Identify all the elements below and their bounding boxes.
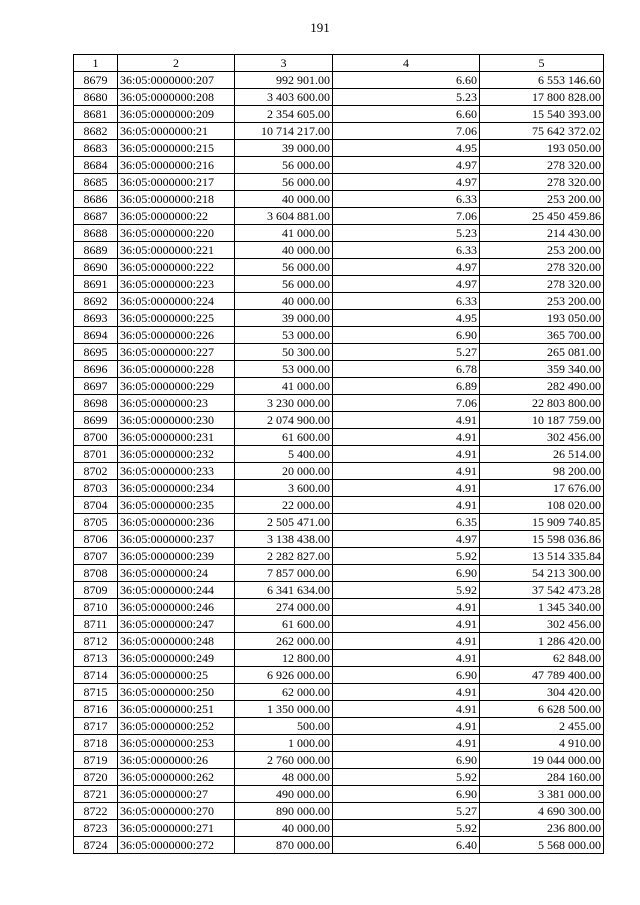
row-number-cell: 8686 (74, 191, 118, 208)
cadastral-number-cell: 36:05:0000000:220 (118, 225, 235, 242)
cadastral-number-cell: 36:05:0000000:231 (118, 429, 235, 446)
cadastral-number-cell: 36:05:0000000:252 (118, 718, 235, 735)
row-number-cell: 8679 (74, 72, 118, 89)
row-number-cell: 8722 (74, 803, 118, 820)
rate-cell: 5.27 (333, 803, 480, 820)
rate-cell: 6.33 (333, 293, 480, 310)
table-row (74, 327, 604, 344)
cadastral-number-cell: 36:05:0000000:232 (118, 446, 235, 463)
table-row (74, 531, 604, 548)
cadastral-number-cell: 36:05:0000000:270 (118, 803, 235, 820)
value-cell: 56 000.00 (235, 259, 333, 276)
row-number-cell: 8712 (74, 633, 118, 650)
table-row (74, 616, 604, 633)
table-row (74, 106, 604, 123)
total-cell: 4 910.00 (480, 735, 604, 752)
total-cell: 6 553 146.60 (480, 72, 604, 89)
table-row (74, 72, 604, 89)
rate-cell: 5.92 (333, 548, 480, 565)
row-number-cell: 8719 (74, 752, 118, 769)
row-number-cell: 8690 (74, 259, 118, 276)
value-cell: 2 282 827.00 (235, 548, 333, 565)
rate-cell: 4.91 (333, 735, 480, 752)
table-row (74, 225, 604, 242)
total-cell: 15 598 036.86 (480, 531, 604, 548)
total-cell: 284 160.00 (480, 769, 604, 786)
rate-cell: 4.95 (333, 140, 480, 157)
rate-cell: 4.91 (333, 701, 480, 718)
value-cell: 3 604 881.00 (235, 208, 333, 225)
rate-cell: 4.91 (333, 480, 480, 497)
cadastral-number-cell: 36:05:0000000:26 (118, 752, 235, 769)
total-cell: 253 200.00 (480, 191, 604, 208)
table-row (74, 820, 604, 837)
cadastral-number-cell: 36:05:0000000:262 (118, 769, 235, 786)
total-cell: 15 540 393.00 (480, 106, 604, 123)
table-row (74, 208, 604, 225)
cadastral-number-cell: 36:05:0000000:225 (118, 310, 235, 327)
value-cell: 500.00 (235, 718, 333, 735)
cadastral-number-cell: 36:05:0000000:236 (118, 514, 235, 531)
rate-cell: 5.27 (333, 344, 480, 361)
value-cell: 40 000.00 (235, 191, 333, 208)
table-row (74, 429, 604, 446)
value-cell: 262 000.00 (235, 633, 333, 650)
value-cell: 40 000.00 (235, 293, 333, 310)
cadastral-number-cell: 36:05:0000000:27 (118, 786, 235, 803)
total-cell: 17 676.00 (480, 480, 604, 497)
value-cell: 22 000.00 (235, 497, 333, 514)
value-cell: 7 857 000.00 (235, 565, 333, 582)
rate-cell: 4.97 (333, 174, 480, 191)
row-number-cell: 8694 (74, 327, 118, 344)
rate-cell: 4.91 (333, 599, 480, 616)
total-cell: 54 213 300.00 (480, 565, 604, 582)
total-cell: 62 848.00 (480, 650, 604, 667)
cadastral-number-cell: 36:05:0000000:234 (118, 480, 235, 497)
rate-cell: 6.40 (333, 837, 480, 854)
table-row (74, 565, 604, 582)
total-cell: 1 345 340.00 (480, 599, 604, 616)
total-cell: 2 455.00 (480, 718, 604, 735)
total-cell: 19 044 000.00 (480, 752, 604, 769)
total-cell: 193 050.00 (480, 140, 604, 157)
rate-cell: 4.91 (333, 684, 480, 701)
table-row (74, 633, 604, 650)
rate-cell: 4.91 (333, 429, 480, 446)
cadastral-number-cell: 36:05:0000000:226 (118, 327, 235, 344)
total-cell: 6 628 500.00 (480, 701, 604, 718)
value-cell: 10 714 217.00 (235, 123, 333, 140)
row-number-cell: 8696 (74, 361, 118, 378)
total-cell: 302 456.00 (480, 429, 604, 446)
value-cell: 39 000.00 (235, 310, 333, 327)
row-number-cell: 8717 (74, 718, 118, 735)
row-number-cell: 8704 (74, 497, 118, 514)
table-body (74, 72, 604, 854)
value-cell: 2 505 471.00 (235, 514, 333, 531)
value-cell: 490 000.00 (235, 786, 333, 803)
row-number-cell: 8695 (74, 344, 118, 361)
row-number-cell: 8691 (74, 276, 118, 293)
cadastral-number-cell: 36:05:0000000:239 (118, 548, 235, 565)
cadastral-number-cell: 36:05:0000000:25 (118, 667, 235, 684)
rate-cell: 5.92 (333, 820, 480, 837)
rate-cell: 7.06 (333, 123, 480, 140)
row-number-cell: 8713 (74, 650, 118, 667)
cadastral-number-cell: 36:05:0000000:23 (118, 395, 235, 412)
rate-cell: 5.23 (333, 225, 480, 242)
table-row (74, 89, 604, 106)
cadastral-number-cell: 36:05:0000000:24 (118, 565, 235, 582)
total-cell: 26 514.00 (480, 446, 604, 463)
value-cell: 1 350 000.00 (235, 701, 333, 718)
table-row (74, 361, 604, 378)
value-cell: 992 901.00 (235, 72, 333, 89)
cadastral-number-cell: 36:05:0000000:221 (118, 242, 235, 259)
value-cell: 3 600.00 (235, 480, 333, 497)
cadastral-number-cell: 36:05:0000000:250 (118, 684, 235, 701)
rate-cell: 4.91 (333, 412, 480, 429)
value-cell: 1 000.00 (235, 735, 333, 752)
row-number-cell: 8706 (74, 531, 118, 548)
table-row (74, 276, 604, 293)
row-number-cell: 8711 (74, 616, 118, 633)
total-cell: 214 430.00 (480, 225, 604, 242)
table-row (74, 582, 604, 599)
total-cell: 365 700.00 (480, 327, 604, 344)
total-cell: 278 320.00 (480, 276, 604, 293)
cadastral-number-cell: 36:05:0000000:235 (118, 497, 235, 514)
total-cell: 25 450 459.86 (480, 208, 604, 225)
total-cell: 278 320.00 (480, 259, 604, 276)
value-cell: 890 000.00 (235, 803, 333, 820)
rate-cell: 7.06 (333, 395, 480, 412)
row-number-cell: 8705 (74, 514, 118, 531)
value-cell: 61 600.00 (235, 616, 333, 633)
total-cell: 3 381 000.00 (480, 786, 604, 803)
row-number-cell: 8684 (74, 157, 118, 174)
total-cell: 47 789 400.00 (480, 667, 604, 684)
row-number-cell: 8715 (74, 684, 118, 701)
value-cell: 48 000.00 (235, 769, 333, 786)
rate-cell: 4.97 (333, 157, 480, 174)
table-header-row (74, 55, 604, 72)
table-row (74, 599, 604, 616)
column-header-1: 1 (74, 55, 118, 72)
row-number-cell: 8687 (74, 208, 118, 225)
rate-cell: 4.95 (333, 310, 480, 327)
cadastral-number-cell: 36:05:0000000:230 (118, 412, 235, 429)
table-row (74, 174, 604, 191)
row-number-cell: 8683 (74, 140, 118, 157)
table-row (74, 463, 604, 480)
value-cell: 56 000.00 (235, 157, 333, 174)
total-cell: 193 050.00 (480, 310, 604, 327)
total-cell: 236 800.00 (480, 820, 604, 837)
row-number-cell: 8723 (74, 820, 118, 837)
cadastral-number-cell: 36:05:0000000:248 (118, 633, 235, 650)
total-cell: 10 187 759.00 (480, 412, 604, 429)
table-row (74, 480, 604, 497)
cadastral-number-cell: 36:05:0000000:233 (118, 463, 235, 480)
value-cell: 3 230 000.00 (235, 395, 333, 412)
column-header-4: 4 (333, 55, 480, 72)
cadastral-number-cell: 36:05:0000000:216 (118, 157, 235, 174)
row-number-cell: 8720 (74, 769, 118, 786)
table-row (74, 548, 604, 565)
total-cell: 359 340.00 (480, 361, 604, 378)
value-cell: 41 000.00 (235, 225, 333, 242)
value-cell: 53 000.00 (235, 327, 333, 344)
value-cell: 6 341 634.00 (235, 582, 333, 599)
rate-cell: 4.91 (333, 446, 480, 463)
table-row (74, 497, 604, 514)
total-cell: 253 200.00 (480, 242, 604, 259)
column-header-2: 2 (118, 55, 235, 72)
rate-cell: 6.90 (333, 752, 480, 769)
total-cell: 278 320.00 (480, 157, 604, 174)
row-number-cell: 8697 (74, 378, 118, 395)
value-cell: 5 400.00 (235, 446, 333, 463)
rate-cell: 6.33 (333, 242, 480, 259)
rate-cell: 7.06 (333, 208, 480, 225)
table-row (74, 667, 604, 684)
row-number-cell: 8714 (74, 667, 118, 684)
rate-cell: 4.91 (333, 650, 480, 667)
table-row (74, 344, 604, 361)
table-row (74, 769, 604, 786)
cadastral-number-cell: 36:05:0000000:271 (118, 820, 235, 837)
cadastral-number-cell: 36:05:0000000:218 (118, 191, 235, 208)
rate-cell: 6.60 (333, 106, 480, 123)
rate-cell: 5.92 (333, 582, 480, 599)
rate-cell: 4.97 (333, 259, 480, 276)
rate-cell: 6.90 (333, 667, 480, 684)
total-cell: 282 490.00 (480, 378, 604, 395)
table-row (74, 242, 604, 259)
rate-cell: 6.90 (333, 786, 480, 803)
cadastral-number-cell: 36:05:0000000:247 (118, 616, 235, 633)
total-cell: 304 420.00 (480, 684, 604, 701)
rate-cell: 4.91 (333, 616, 480, 633)
value-cell: 3 138 438.00 (235, 531, 333, 548)
value-cell: 41 000.00 (235, 378, 333, 395)
row-number-cell: 8710 (74, 599, 118, 616)
table-row (74, 786, 604, 803)
value-cell: 2 760 000.00 (235, 752, 333, 769)
table-row (74, 310, 604, 327)
value-cell: 274 000.00 (235, 599, 333, 616)
row-number-cell: 8682 (74, 123, 118, 140)
total-cell: 265 081.00 (480, 344, 604, 361)
value-cell: 56 000.00 (235, 174, 333, 191)
cadastral-number-cell: 36:05:0000000:237 (118, 531, 235, 548)
row-number-cell: 8685 (74, 174, 118, 191)
value-cell: 61 600.00 (235, 429, 333, 446)
cadastral-number-cell: 36:05:0000000:21 (118, 123, 235, 140)
total-cell: 5 568 000.00 (480, 837, 604, 854)
cadastral-number-cell: 36:05:0000000:229 (118, 378, 235, 395)
table-row (74, 701, 604, 718)
total-cell: 4 690 300.00 (480, 803, 604, 820)
cadastral-number-cell: 36:05:0000000:22 (118, 208, 235, 225)
table-row (74, 446, 604, 463)
row-number-cell: 8689 (74, 242, 118, 259)
row-number-cell: 8692 (74, 293, 118, 310)
row-number-cell: 8703 (74, 480, 118, 497)
column-header-3: 3 (235, 55, 333, 72)
table-row (74, 395, 604, 412)
total-cell: 98 200.00 (480, 463, 604, 480)
cadastral-number-cell: 36:05:0000000:209 (118, 106, 235, 123)
table-row (74, 412, 604, 429)
cadastral-number-cell: 36:05:0000000:244 (118, 582, 235, 599)
value-cell: 40 000.00 (235, 242, 333, 259)
rate-cell: 5.23 (333, 89, 480, 106)
value-cell: 50 300.00 (235, 344, 333, 361)
row-number-cell: 8709 (74, 582, 118, 599)
table-row (74, 123, 604, 140)
rate-cell: 6.89 (333, 378, 480, 395)
row-number-cell: 8724 (74, 837, 118, 854)
page-number: 191 (310, 20, 330, 35)
row-number-cell: 8721 (74, 786, 118, 803)
row-number-cell: 8688 (74, 225, 118, 242)
row-number-cell: 8693 (74, 310, 118, 327)
cadastral-number-cell: 36:05:0000000:272 (118, 837, 235, 854)
rate-cell: 4.91 (333, 633, 480, 650)
cadastral-number-cell: 36:05:0000000:246 (118, 599, 235, 616)
row-number-cell: 8680 (74, 89, 118, 106)
total-cell: 302 456.00 (480, 616, 604, 633)
value-cell: 12 800.00 (235, 650, 333, 667)
cadastral-number-cell: 36:05:0000000:207 (118, 72, 235, 89)
table-row (74, 650, 604, 667)
rate-cell: 4.91 (333, 718, 480, 735)
rate-cell: 6.60 (333, 72, 480, 89)
value-cell: 40 000.00 (235, 820, 333, 837)
rate-cell: 4.97 (333, 276, 480, 293)
total-cell: 15 909 740.85 (480, 514, 604, 531)
rate-cell: 6.33 (333, 191, 480, 208)
total-cell: 22 803 800.00 (480, 395, 604, 412)
table-row (74, 514, 604, 531)
total-cell: 1 286 420.00 (480, 633, 604, 650)
value-cell: 3 403 600.00 (235, 89, 333, 106)
table-row (74, 752, 604, 769)
row-number-cell: 8708 (74, 565, 118, 582)
row-number-cell: 8700 (74, 429, 118, 446)
value-cell: 6 926 000.00 (235, 667, 333, 684)
cadastral-number-cell: 36:05:0000000:222 (118, 259, 235, 276)
table-row (74, 718, 604, 735)
value-cell: 62 000.00 (235, 684, 333, 701)
total-cell: 13 514 335.84 (480, 548, 604, 565)
row-number-cell: 8681 (74, 106, 118, 123)
table-row (74, 803, 604, 820)
value-cell: 20 000.00 (235, 463, 333, 480)
row-number-cell: 8707 (74, 548, 118, 565)
cadastral-number-cell: 36:05:0000000:215 (118, 140, 235, 157)
value-cell: 56 000.00 (235, 276, 333, 293)
rate-cell: 6.35 (333, 514, 480, 531)
value-cell: 53 000.00 (235, 361, 333, 378)
rate-cell: 6.90 (333, 565, 480, 582)
rate-cell: 4.97 (333, 531, 480, 548)
table-row (74, 157, 604, 174)
value-cell: 2 354 605.00 (235, 106, 333, 123)
cadastral-number-cell: 36:05:0000000:249 (118, 650, 235, 667)
value-cell: 870 000.00 (235, 837, 333, 854)
table-row (74, 259, 604, 276)
cadastral-number-cell: 36:05:0000000:224 (118, 293, 235, 310)
total-cell: 17 800 828.00 (480, 89, 604, 106)
rate-cell: 5.92 (333, 769, 480, 786)
table-row (74, 684, 604, 701)
total-cell: 75 642 372.02 (480, 123, 604, 140)
rate-cell: 4.91 (333, 497, 480, 514)
cadastral-number-cell: 36:05:0000000:217 (118, 174, 235, 191)
cadastral-number-cell: 36:05:0000000:228 (118, 361, 235, 378)
total-cell: 108 020.00 (480, 497, 604, 514)
cadastral-number-cell: 36:05:0000000:208 (118, 89, 235, 106)
row-number-cell: 8699 (74, 412, 118, 429)
row-number-cell: 8701 (74, 446, 118, 463)
row-number-cell: 8718 (74, 735, 118, 752)
table-row (74, 837, 604, 854)
cadastral-number-cell: 36:05:0000000:251 (118, 701, 235, 718)
rate-cell: 6.90 (333, 327, 480, 344)
table-row (74, 735, 604, 752)
cadastral-number-cell: 36:05:0000000:227 (118, 344, 235, 361)
total-cell: 37 542 473.28 (480, 582, 604, 599)
cadastral-number-cell: 36:05:0000000:223 (118, 276, 235, 293)
value-cell: 39 000.00 (235, 140, 333, 157)
row-number-cell: 8702 (74, 463, 118, 480)
cadastral-number-cell: 36:05:0000000:253 (118, 735, 235, 752)
rate-cell: 6.78 (333, 361, 480, 378)
total-cell: 253 200.00 (480, 293, 604, 310)
row-number-cell: 8698 (74, 395, 118, 412)
total-cell: 278 320.00 (480, 174, 604, 191)
column-header-5: 5 (480, 55, 604, 72)
table-row (74, 191, 604, 208)
data-table (73, 54, 604, 854)
value-cell: 2 074 900.00 (235, 412, 333, 429)
row-number-cell: 8716 (74, 701, 118, 718)
table-row (74, 140, 604, 157)
table-row (74, 293, 604, 310)
table-row (74, 378, 604, 395)
rate-cell: 4.91 (333, 463, 480, 480)
